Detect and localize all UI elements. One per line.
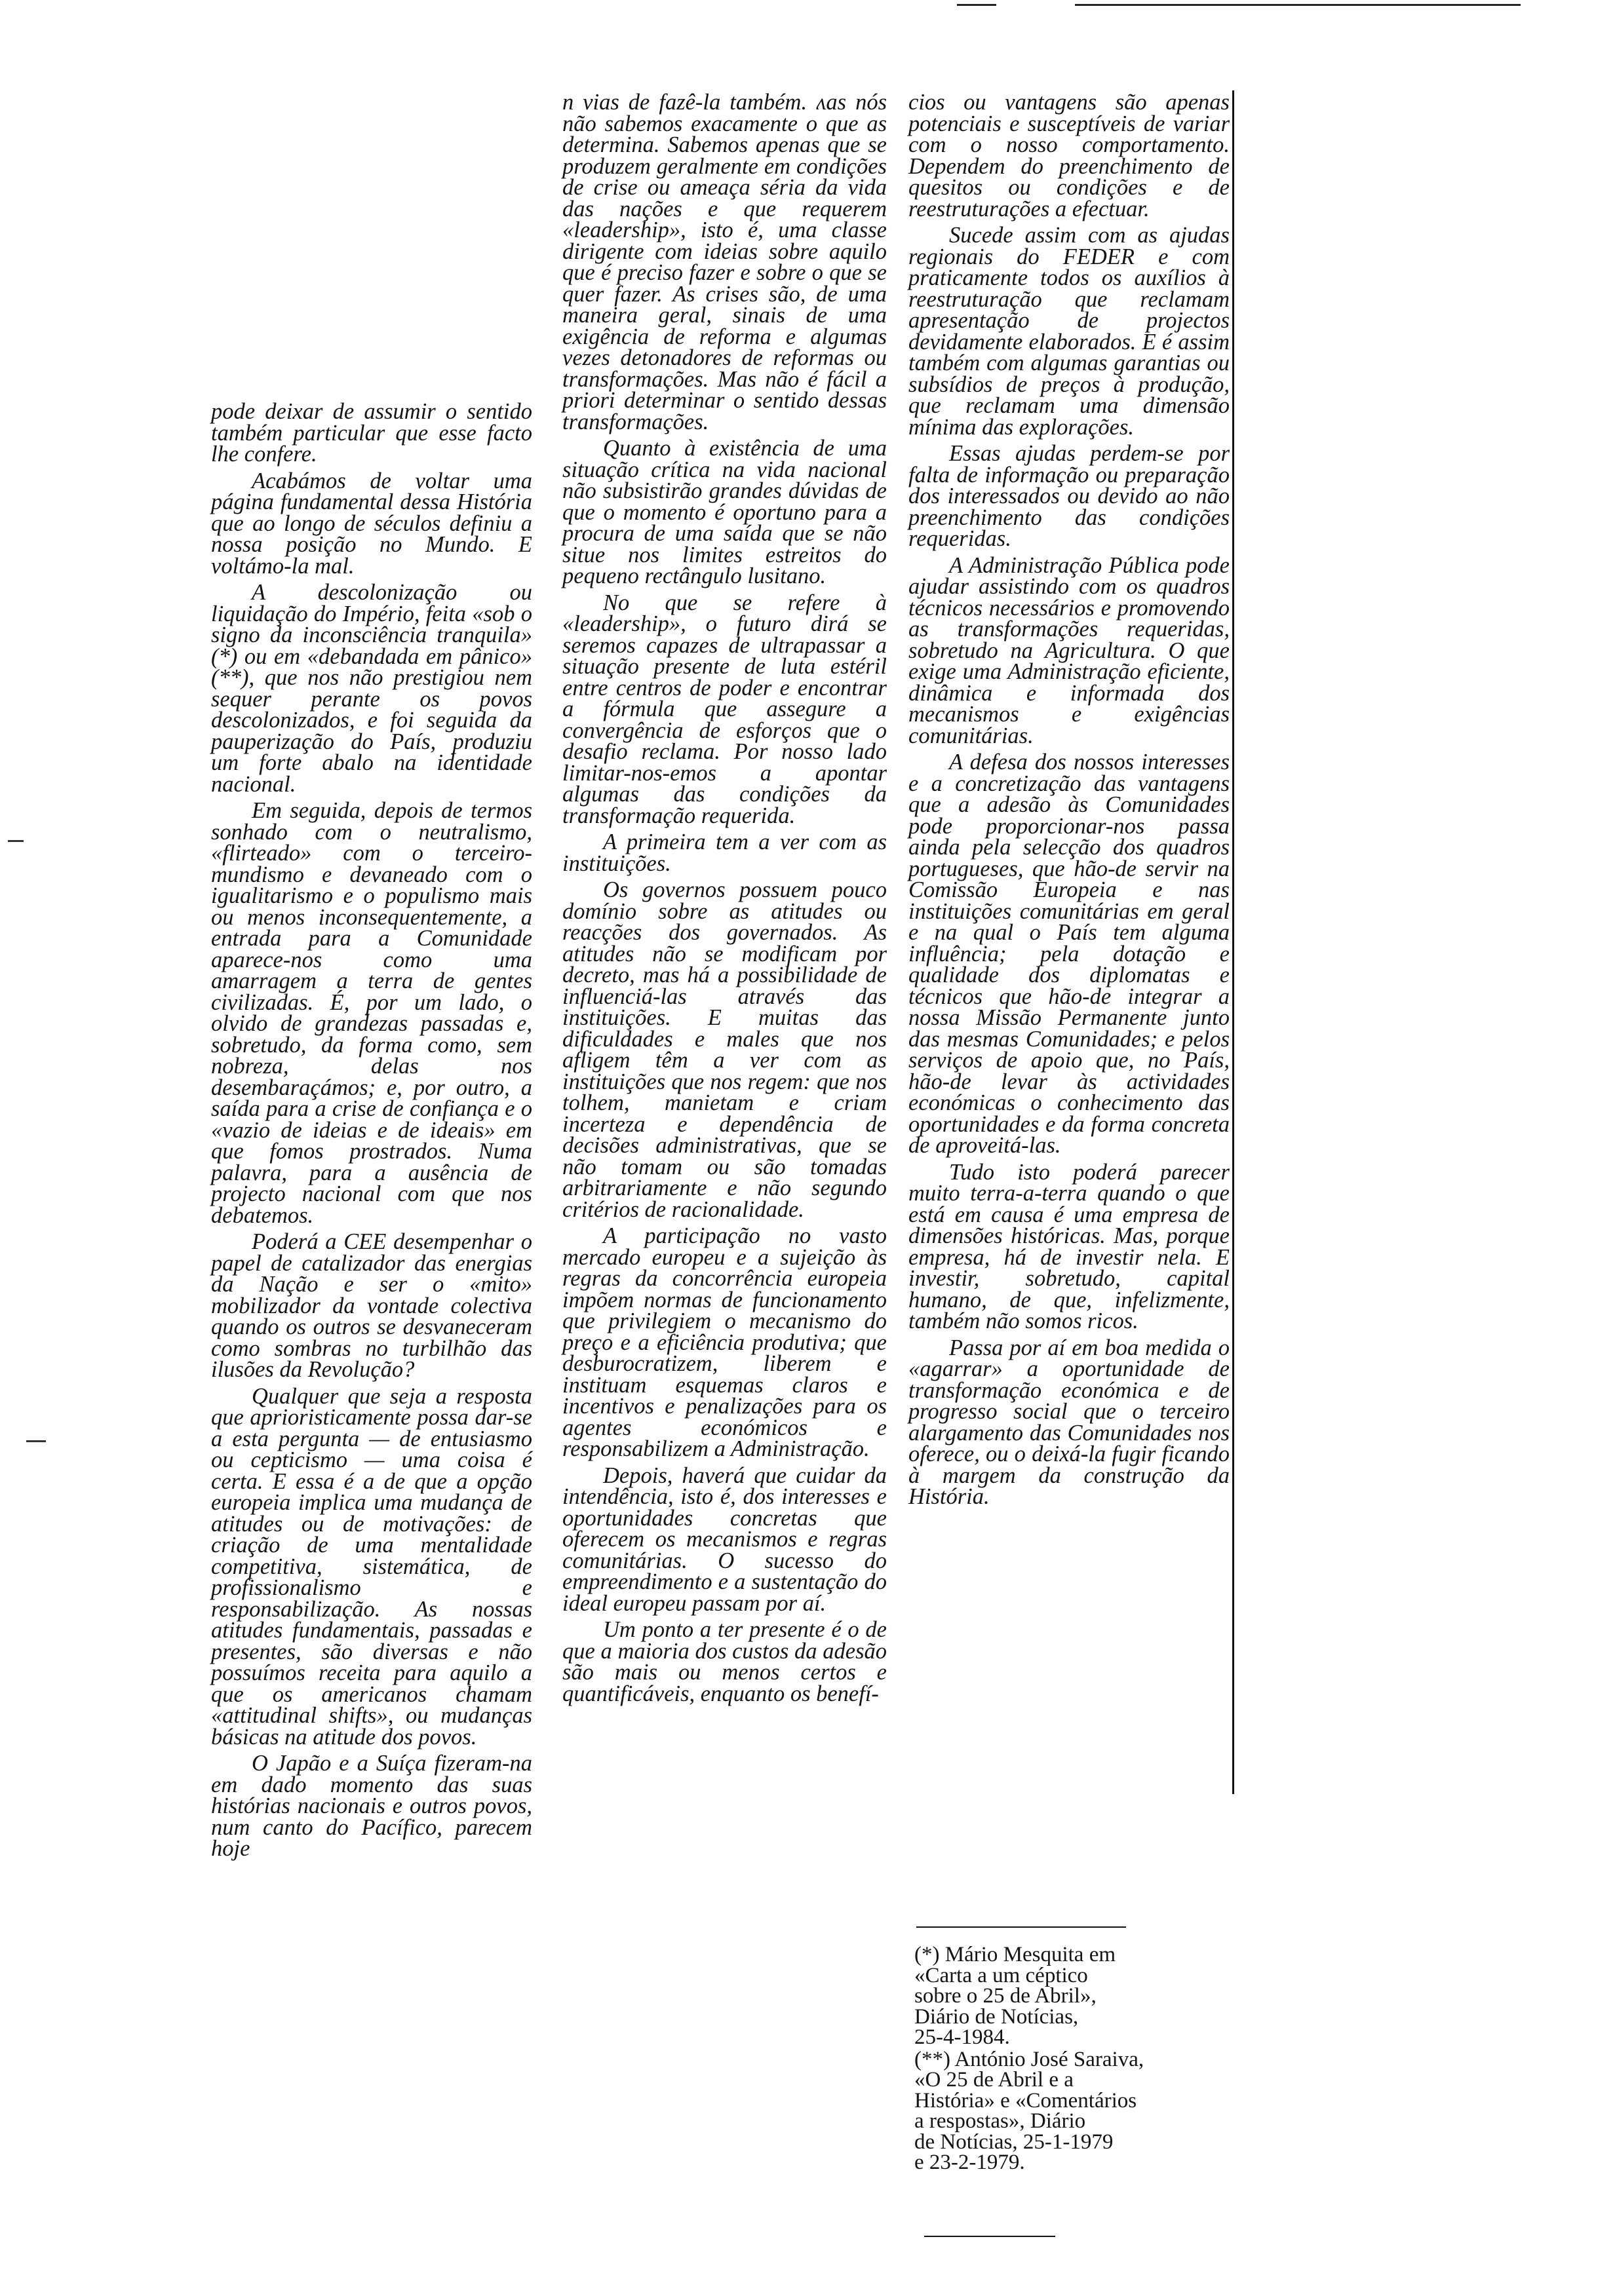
paragraph: Quanto à existência de uma situação crítica na vida nacional não subsistirão grandes dúvidas de que o momento é oportuno para a procura de uma saída que se não situe nos limites estreitos do pequeno rectângulo lusitano. (562, 436, 887, 588)
paragraph: A primeira tem a ver com as instituições. (562, 830, 887, 876)
paragraph: Em seguida, depois de termos sonhado com o neutralismo, «flirteado» com o terceiro-mundismo e devaneado com o igualitarismo e o populismo mais ou menos inconsequentemente, a entrada para a Comunidade aparece-nos como uma amarragem a terra de gentes civilizadas. É, por um lado, o olvido de grandezas passadas e, sobretudo, da forma como, sem nobreza, delas nos desembaraçámos; e, por outro, a saída para a crise de confiança e o «vazio de ideias e de ideais» em que fomos prostrados. Numa palavra, para a ausência de projecto nacional com que nos debatemos. (211, 798, 532, 1228)
article-column-3 (908, 92, 1230, 1513)
paragraph: No que se refere à «leadership», o futuro dirá se seremos capazes de ultrapassar a situação presente de luta estéril entre centros de poder e encontrar a fórmula que assegure a convergência de esforços que o desafio reclama. Por nosso lado limitar-nos-emos a apontar algumas das condições da transformação requerida. (562, 590, 887, 828)
paragraph: Qualquer que seja a resposta que aprioristicamente possa dar-se a esta pergunta — de entusiasmo ou cepticismo — uma coisa é certa. E essa é a de que a opção europeia implica uma mudança de atitudes ou de motivações: de criação de uma mentalidade competitiva, sistemática, de profissionalismo e responsabilização. As nossas atitudes fundamentais, passadas e presentes, são diversas e não possuímos receita para aquilo a que os americanos chamam «attitudinal shifts», ou mudanças básicas na atitude dos povos. (211, 1383, 532, 1750)
article-column-1 (211, 401, 532, 1865)
paragraph: A descolonização ou liquidação do Império, feita «sob o signo da inconsciência tranquila» (*) ou em «debandada em pânico» (**), que nos não prestigiou nem sequer perante os povos descolonizados, e foi seguida da pauperização do País, produziu um forte abalo na identidade nacional. (211, 580, 532, 797)
paragraph: Depois, haverá que cuidar da intendência, isto é, dos interesses e oportunidades concretas que oferecem os mecanismos e regras comunitárias. O sucesso do empreendimento e a sustentação do ideal europeu passam por aí. (562, 1463, 887, 1616)
margin-mark (8, 840, 24, 842)
paragraph: Sucede assim com as ajudas regionais do FEDER e com praticamente todos os auxílios à reestruturação que reclamam apresentação de projectos devidamente elaborados. E é assim também com algumas garantias ou subsídios de preços à produção, que reclamam uma dimensão mínima das explorações. (908, 223, 1230, 440)
paragraph: Acabámos de voltar uma página fundamental dessa História que ao longo de séculos definiu a nossa posição no Mundo. E voltámo-la mal. (211, 468, 532, 579)
paragraph: n vias de fazê-la também. ʌas nós não sabemos exacamente o que as determina. Sabemos apenas que se produzem geralmente em condições de crise ou ameaça séria da vida das nações e que requerem «leadership», isto é, uma classe dirigente com ideias sobre aquilo que é preciso fazer e sobre o que se quer fazer. As crises são, de uma maneira geral, sinais de uma exigência de reforma e algumas vezes detonadores de reformas ou transformações. Mas não é fácil a priori determinar o sentido dessas transformações. (562, 90, 887, 434)
paragraph: cios ou vantagens são apenas potenciais e susceptíveis de variar com o nosso comportamento. Dependem do preenchimento de quesitos ou condições e de reestruturações a efectuar. (908, 90, 1230, 221)
footnote: (*) Mário Mesquita em «Carta a um céptico sobre o 25 de Abril», Diário de Notícias, 25-4-1984. (914, 1943, 1116, 2049)
footnote-rule (916, 1926, 1126, 1928)
footnote-end-rule (924, 2236, 1055, 2237)
paragraph: A Administração Pública pode ajudar assistindo com os quadros técnicos necessários e promovendo as transformações requeridas, sobretudo na Agricultura. O que exige uma Administração eficiente, dinâmica e informada dos mecanismos e exigências comunitárias. (908, 552, 1230, 748)
paragraph: Um ponto a ter presente é o de que a maioria dos custos da adesão são mais ou menos certos e quantificáveis, enquanto os benefí- (562, 1617, 887, 1706)
paragraph: Tudo isto poderá parecer muito terra-a-terra quando o que está em causa é uma empresa de dimensões históricas. Mas, porque empresa, há de investir nela. E investir, sobretudo, capital humano, de que, infelizmente, também não somos ricos. (908, 1159, 1230, 1333)
top-rule-right (1075, 4, 1521, 6)
paragraph: Os governos possuem pouco domínio sobre as atitudes ou reacções dos governados. As atitudes não se modificam por decreto, mas há a possibilidade de influenciá-las através das instituições. E muitas das dificuldades e males que nos afligem têm a ver com as instituições que nos regem: que nos tolhem, manietam e criam incerteza e dependência de decisões administrativas, que se não tomam ou são tomadas arbitrariamente e não segundo critérios de racionalidade. (562, 877, 887, 1222)
paragraph: pode deixar de assumir o sentido também particular que esse facto lhe confere. (211, 399, 532, 467)
article-column-2 (562, 92, 887, 1710)
footnote: (**) António José Saraiva, «O 25 de Abril e a História» e «Comentários a respostas», Diário de Notícias, 25-1-1979 e 23-2-1979. (914, 2047, 1144, 2174)
paragraph: Passa por aí em boa medida o «agarrar» a oportunidade de transformação económica e de progresso social que o terceiro alargamento das Comunidades nos oferece, ou o deixá-la fugir ficando à margem da construção da História. (908, 1335, 1230, 1509)
paragraph: Poderá a CEE desempenhar o papel de catalizador das energias da Nação e ser o «mito» mobilizador da vontade colectiva quando os outros se desvaneceram como sombras no turbilhão das ilusões da Revolução? (211, 1229, 532, 1382)
footnotes (914, 1945, 1203, 2175)
column-rule (1232, 90, 1234, 1794)
top-rule-left (957, 4, 996, 6)
margin-mark (26, 1440, 46, 1442)
paragraph: A defesa dos nossos interesses e a concretização das vantagens que a adesão às Comunidades pode proporcionar-nos passa ainda pela selecção dos quadros portugueses, que hão-de servir na Comissão Europeia e nas instituições comunitárias em geral e na qual o País tem alguma influência; pela dotação e qualidade dos diplomatas e técnicos que hão-de integrar a nossa Missão Permanente junto das mesmas Comunidades; e pelos serviços de apoio que, no País, hão-de levar às actividades económicas o conhecimento das oportunidades e da forma concreta de aproveitá-las. (908, 750, 1230, 1158)
paragraph: O Japão e a Suíça fizeram-na em dado momento das suas histórias nacionais e outros povos, num canto do Pacífico, parecem hoje (211, 1751, 532, 1861)
paragraph: Essas ajudas perdem-se por falta de informação ou preparação dos interessados ou devido ao não preenchimento das condições requeridas. (908, 441, 1230, 551)
paragraph: A participação no vasto mercado europeu e a sujeição às regras da concorrência europeia impõem normas de funcionamento que privilegiem o mecanismo do preço e a eficiência produtiva; que desburocratizem, liberem e instituam esquemas claros e incentivos e penalizações para os agentes económicos e responsabilizem a Administração. (562, 1223, 887, 1461)
